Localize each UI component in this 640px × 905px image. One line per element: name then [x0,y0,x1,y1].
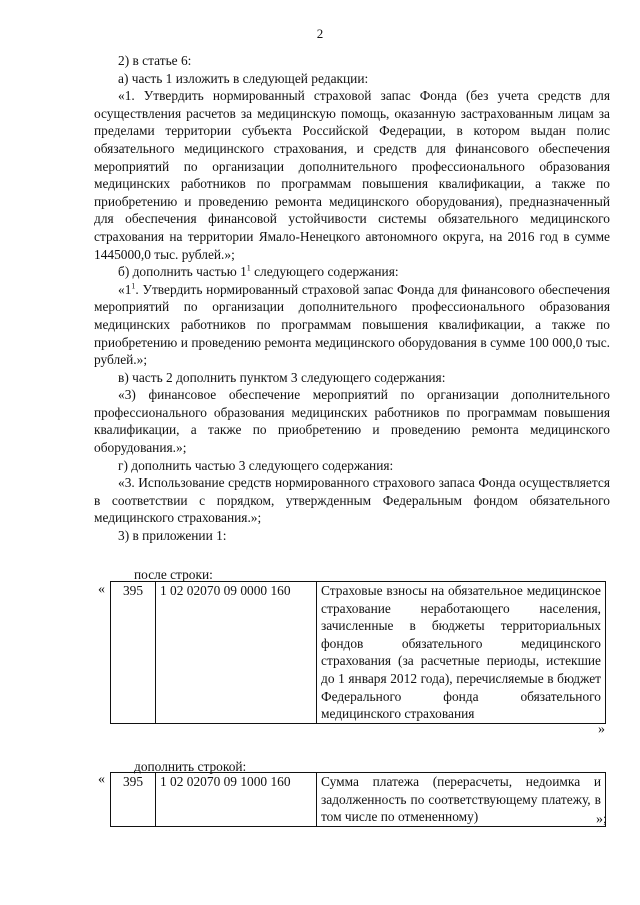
table1-kbk-cell: 1 02 02070 09 0000 160 [156,582,317,724]
paragraph-part-1: а) часть 1 изложить в следующей редакции: [118,70,369,86]
table1-close-quote: » [598,722,605,737]
table2-label: дополнить строкой: [134,759,247,774]
table-row [111,773,606,827]
table1-code-cell: 395 [111,582,156,724]
document-body [94,52,610,545]
text-fragment: б) дополнить частью 1 [118,264,247,280]
paragraph-add-part-3: г) дополнить частью 3 следующего содержания: [118,457,394,473]
paragraph-part-2: в) часть 2 дополнить пунктом 3 следующего содержания: [118,369,446,385]
table1-open-quote: « [98,582,105,597]
table-row [111,582,606,724]
paragraph-part-1-1-text [94,281,610,369]
table2-code-cell: 395 [111,773,156,827]
page-number: 2 [316,26,324,41]
paragraph-article-6: 2) в статье 6: [118,53,192,68]
table1-grid [110,581,606,724]
paragraph-point-3: «3) финансовое обеспечение мероприятий по организации дополнительного профессионального образования медицинских работников по программам повышения квалификации, а также по приобретению и проведению ремонта медицинского оборудования.»; [94,387,610,456]
paragraph-part-3-text: «3. Использование средств нормированного страхового запаса Фонда осуществляется в соответствии с порядком, утвержденным Федеральным фондом обязательного медицинского страхования.»; [94,475,610,526]
paragraph-appendix-1: 3) в приложении 1: [118,528,227,544]
table2-close-quote: »; [596,812,607,827]
text-fragment: «1 [118,281,132,297]
table2-kbk-cell: 1 02 02070 09 1000 160 [156,773,317,827]
table1 [110,581,630,724]
text-fragment: следующего содержания: [250,264,399,280]
superscript: 1 [246,263,251,273]
superscript: 1 [131,281,136,291]
table2-open-quote: « [98,772,105,787]
table2 [110,772,630,827]
table2-name-cell: Сумма платежа (перерасчеты, недоимка и задолженность по соответствующему платежу, в том числе по отмененному) [317,773,606,827]
paragraph-reserve-amount: «1. Утвердить нормированный страховой запас Фонда (без учета средств для осуществления расчетов за медицинскую помощь, оказанную застрахованным лицам за пределами территории субъекта Российской Федерации, в котором выдан полис обязательного медицинского страхования, и средств для финансового обеспечения мероприятий по организации дополнительного профессионального образования медицинских работников по программам повышения квалификации, а также по приобретению и проведению ремонта медицинского оборудования), предназначенный для обеспечения финансовой устойчивости системы обязательного медицинского страхования на территории Ямало-Ненецкого автономного округа, на 2016 год в сумме 1445000,0 тыс. рублей.»; [94,88,610,262]
paragraph-add-part-1-1 [94,263,610,281]
table1-label: после строки: [134,567,213,582]
text-fragment: . Утвердить нормированный страховой запас Фонда для финансового обеспечения мероприятий по организации дополнительного профессионального образования медицинских работников по программам повышения квалификации, а также по приобретению и проведению ремонта медицинского оборудования в сумме 100 000,0 тыс. рублей.»; [94,281,610,368]
table1-name-cell: Страховые взносы на обязательное медицинское страхование неработающего населения, зачисленные в бюджеты территориальных фондов обязательного медицинского страхования (за расчетные периоды, истекшие до 1 января 2012 года), перечисляемые в бюджет Федерального фонда обязательного медицинского страхования [317,582,606,724]
table2-grid [110,772,606,827]
